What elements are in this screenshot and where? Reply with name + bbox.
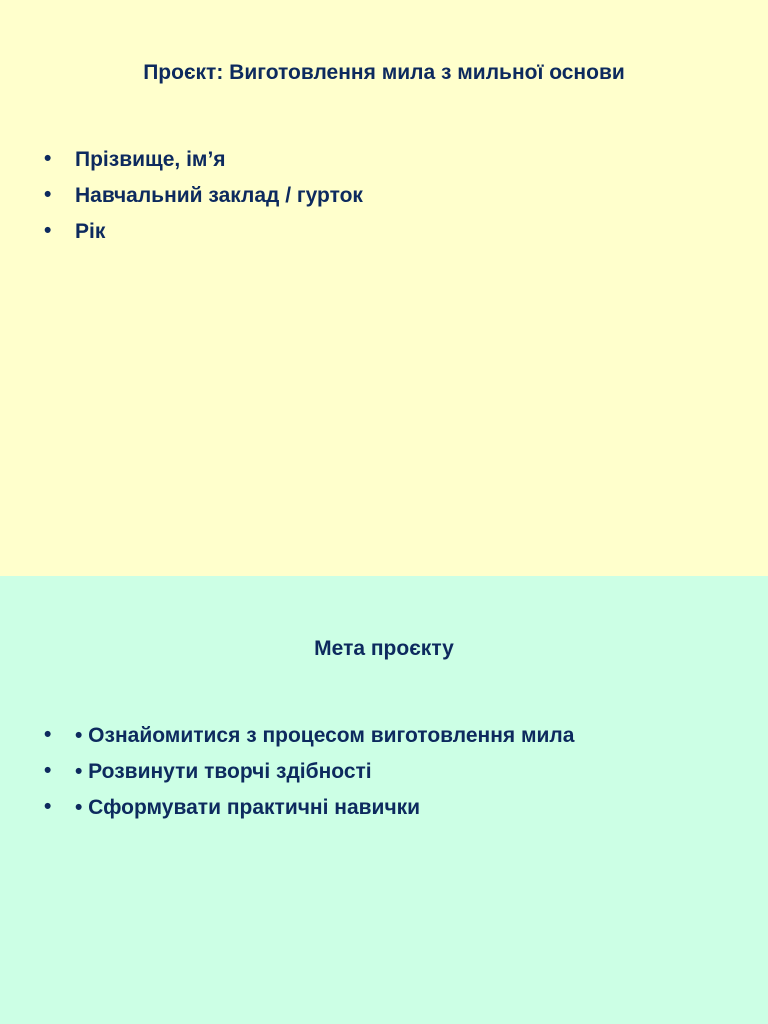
list-item-text: • Сформувати практичні навички (75, 796, 421, 819)
bullet-icon: • (44, 759, 52, 782)
list-item-text: • Ознайомитися з процесом виготовлення мила (75, 724, 575, 747)
list-item-text: Прізвище, ім’я (75, 148, 226, 171)
list-item-goal (44, 718, 748, 754)
bullet-icon: • (44, 147, 52, 170)
list-item-goal (44, 754, 748, 790)
slide-title: Мета проєкту (314, 637, 454, 660)
bullet-icon: • (44, 183, 52, 206)
slide-project-goal (0, 576, 768, 1024)
list-item-text: Рік (75, 220, 106, 243)
bullet-list (44, 718, 748, 826)
bullet-icon: • (44, 219, 52, 242)
list-item-institution (44, 178, 748, 214)
list-item-year (44, 214, 748, 250)
slide-title: Проєкт: Виготовлення мила з мильної основи (143, 61, 625, 84)
list-item-name (44, 142, 748, 178)
list-item-text: Навчальний заклад / гурток (75, 184, 363, 207)
list-item-goal (44, 790, 748, 826)
bullet-icon: • (44, 723, 52, 746)
bullet-icon: • (44, 795, 52, 818)
bullet-list (44, 142, 748, 250)
list-item-text: • Розвинути творчі здібності (75, 760, 372, 783)
